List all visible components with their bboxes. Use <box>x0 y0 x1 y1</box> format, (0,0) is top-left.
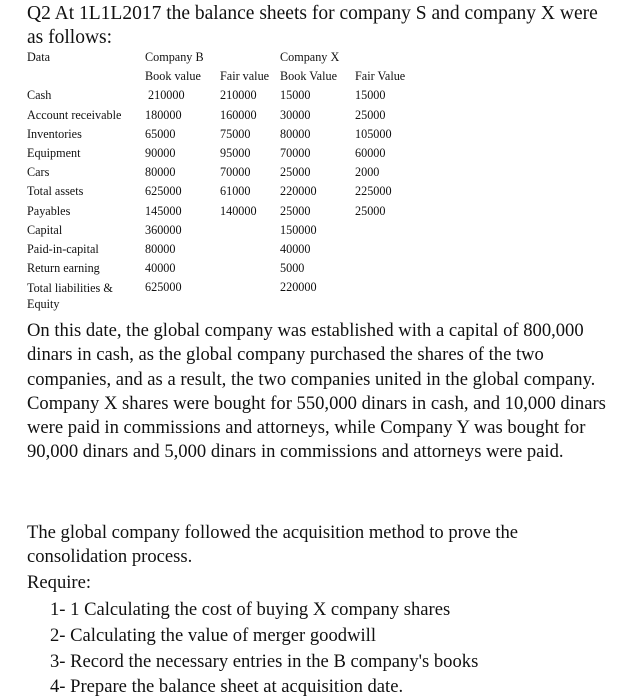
table-header-cell <box>355 50 425 69</box>
table-cell: 140000 <box>220 203 257 218</box>
table-cell: 25000 <box>280 165 311 180</box>
table-header-cell: Fair Value <box>355 69 406 84</box>
table-cell: Paid-in-capital <box>27 241 99 256</box>
table-header-cell <box>27 69 145 88</box>
table-cell: Return earning <box>27 261 100 276</box>
table-cell: 25000 <box>280 203 311 218</box>
table-cell: 80000 <box>145 241 176 256</box>
method-paragraph: The global company followed the acquisition method to prove the consolidation process. <box>27 522 519 568</box>
question-title: Q2 At 1L1L2017 the balance sheets for company S and company X were as follows: <box>27 3 598 48</box>
table-cell: 15000 <box>280 88 311 103</box>
table-cell: Capital <box>27 222 63 237</box>
table-cell: 2000 <box>355 165 380 180</box>
table-header-cell: Data <box>27 50 51 64</box>
table-cell <box>220 280 280 312</box>
table-subheader-row <box>27 69 425 88</box>
table-cell: 25000 <box>355 203 386 218</box>
table-header-row <box>27 50 425 69</box>
table-cell: 40000 <box>280 241 311 256</box>
table-header-cell: Fair value <box>220 69 270 84</box>
table-cell: 60000 <box>355 145 386 160</box>
table-cell: 70000 <box>220 165 251 180</box>
table-cell: Payables <box>27 203 71 218</box>
table-header-cell <box>220 50 280 69</box>
table-row <box>27 280 425 312</box>
require-heading: Require: <box>27 572 92 593</box>
scenario-paragraph: On this date, the global company was established with a capital of 800,000 dinars in cash, as the global company purchased the shares of the two companies, and as a result, the two companies united in the global company. Company X shares were bought for 550,000 dinars in cash, and 10,000 dinars were paid in commissions and attorneys, while Company Y was bought for 90,000 dinars and 5,000 dinars in commissions and attorneys were paid. <box>27 320 606 463</box>
table-cell <box>220 223 280 242</box>
table-cell: 61000 <box>220 184 251 199</box>
table-cell: 25000 <box>355 107 386 122</box>
table-cell: Inventories <box>27 126 82 141</box>
table-row <box>27 146 425 165</box>
table-header-cell: Company X <box>280 50 340 64</box>
table-cell: 220000 <box>280 184 317 199</box>
list-item: 2- Calculating the value of merger goodwill <box>50 624 376 646</box>
table-cell: Total liabilities & Equity <box>27 281 113 312</box>
table-header-cell: Book Value <box>280 69 337 84</box>
table-cell: 160000 <box>220 107 257 122</box>
table-cell: 360000 <box>145 222 182 237</box>
requirements-list <box>50 597 478 700</box>
table-cell: 65000 <box>145 126 176 141</box>
table-cell: 210000 <box>148 88 185 103</box>
table-cell: Cash <box>27 88 52 103</box>
table-cell: 625000 <box>145 184 182 199</box>
table-cell: 75000 <box>220 126 251 141</box>
table-cell <box>355 223 425 242</box>
table-cell <box>355 242 425 261</box>
table-header-cell: Book value <box>145 69 201 84</box>
table-cell: 40000 <box>145 261 176 276</box>
table-cell: 95000 <box>220 145 251 160</box>
table-cell: Cars <box>27 165 50 180</box>
table-cell: Equipment <box>27 145 81 160</box>
table-cell: 30000 <box>280 107 311 122</box>
table-row <box>27 165 425 184</box>
table-cell: 90000 <box>145 145 176 160</box>
list-item: 4- Prepare the balance sheet at acquisition date. <box>50 676 404 698</box>
table-cell: 625000 <box>145 280 182 295</box>
balance-sheet-table <box>27 50 425 312</box>
table-cell: 220000 <box>280 280 317 295</box>
table-row <box>27 127 425 146</box>
table-cell: 210000 <box>220 88 257 103</box>
table-row <box>27 204 425 223</box>
table-header-cell: Company B <box>145 50 204 64</box>
table-cell: 225000 <box>355 184 392 199</box>
table-cell <box>355 261 425 280</box>
table-cell: 70000 <box>280 145 311 160</box>
table-cell: 180000 <box>145 107 182 122</box>
table-cell: 105000 <box>355 126 392 141</box>
table-row <box>27 184 425 203</box>
table-cell: 145000 <box>145 203 182 218</box>
table-cell <box>220 242 280 261</box>
table-row <box>27 242 425 261</box>
table-cell: 150000 <box>280 222 317 237</box>
list-item: 1- 1 Calculating the cost of buying X company shares <box>50 599 451 620</box>
table-row <box>27 223 425 242</box>
table-row <box>27 108 425 127</box>
table-cell <box>220 261 280 280</box>
table-cell: Total assets <box>27 184 84 199</box>
table-cell <box>355 280 425 312</box>
table-cell: 80000 <box>145 165 176 180</box>
table-cell: Account receivable <box>27 107 122 122</box>
table-cell: 80000 <box>280 126 311 141</box>
table-cell: 5000 <box>280 261 305 276</box>
table-row <box>27 88 425 107</box>
list-item: 3- Record the necessary entries in the B company's books <box>50 650 479 672</box>
table-cell: 15000 <box>355 88 386 103</box>
table-row <box>27 261 425 280</box>
